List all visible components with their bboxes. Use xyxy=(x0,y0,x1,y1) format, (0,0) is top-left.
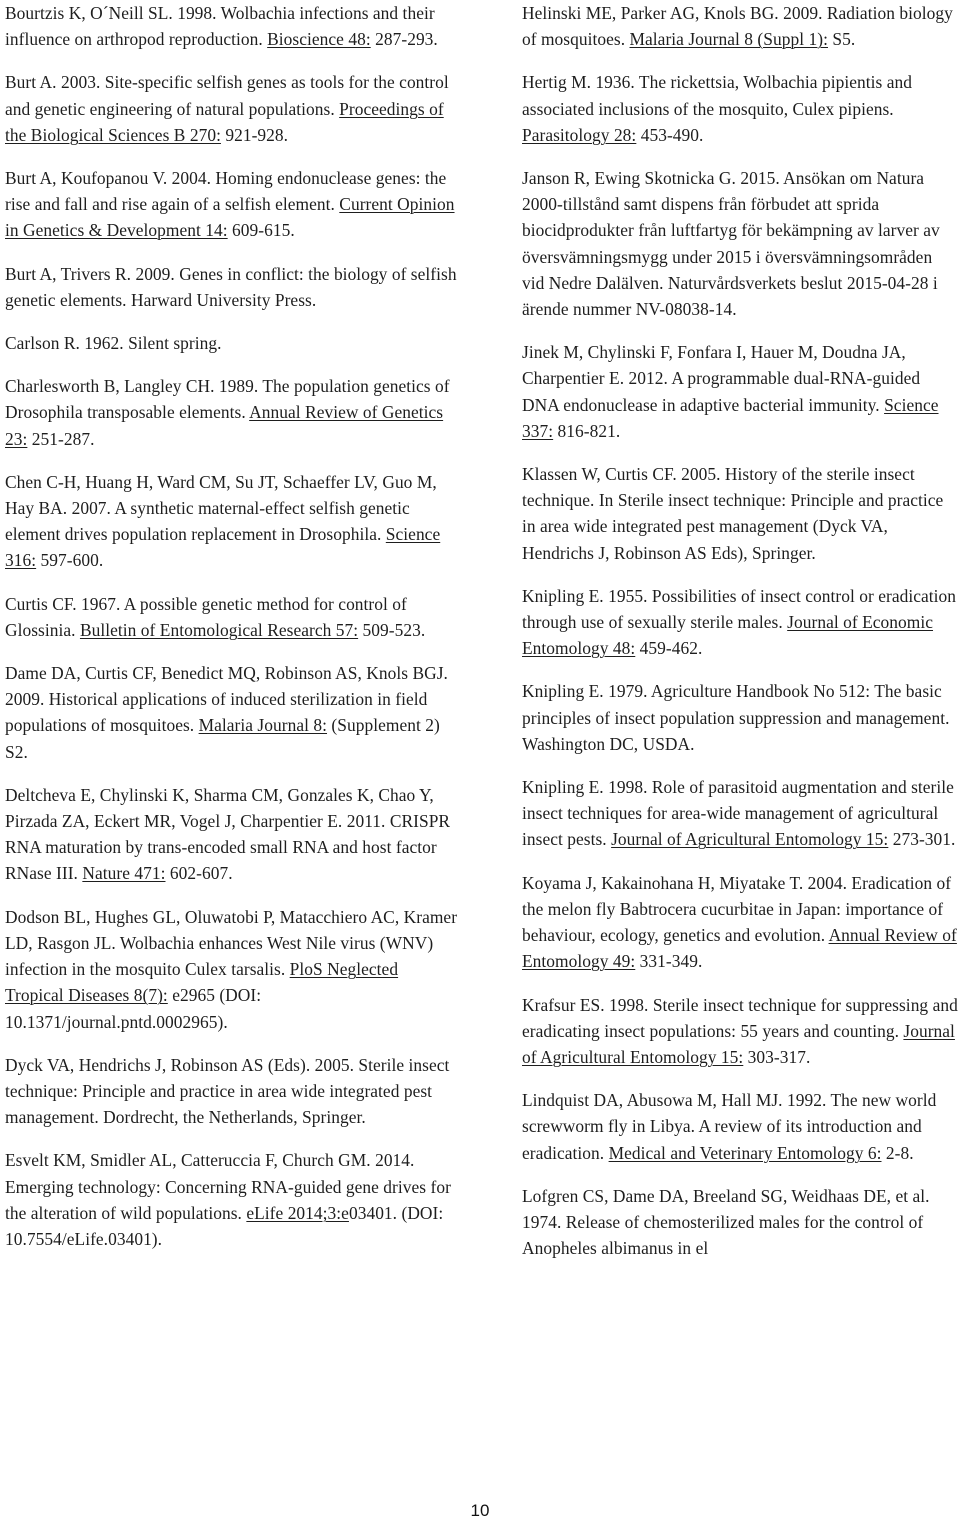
reference-text: Burt A, Trivers R. 2009. Genes in conflict: the biology of selfish genetic elements. Harward University Press. xyxy=(5,263,457,310)
reference-entry xyxy=(522,165,958,322)
reference-text: Deltcheva E, Chylinski K, Sharma CM, Gonzales K, Chao Y, Pirzada ZA, Eckert MR, Vogel J, Charpentier E. 2011. CRISPR RNA maturation by trans-encoded small RNA and host factor RNase III. xyxy=(5,784,451,884)
reference-entry xyxy=(5,591,460,643)
reference-entry xyxy=(522,583,958,662)
reference-text: Esvelt KM, Smidler AL, Catteruccia F, Church GM. 2014. Emerging technology: Concerning RNA-guided gene drives for the alteration of wild populations. xyxy=(5,1150,451,1223)
journal-link[interactable]: Journal of Economic Entomology 48: xyxy=(522,612,934,659)
reference-pages: S5. xyxy=(827,29,856,50)
reference-pages: 921-928. xyxy=(220,124,289,145)
reference-pages: 609-615. xyxy=(227,220,295,241)
journal-link[interactable]: Parasitology 28: xyxy=(522,124,637,145)
reference-entry xyxy=(5,165,460,244)
journal-link[interactable]: Bulletin of Entomological Research 57: xyxy=(79,619,359,640)
reference-entry xyxy=(5,330,460,356)
reference-pages: 251-287. xyxy=(27,428,95,449)
page-number: 10 xyxy=(470,1501,490,1520)
reference-entry xyxy=(522,678,958,757)
reference-entry xyxy=(522,339,958,444)
reference-text: Jinek M, Chylinski F, Fonfara I, Hauer M, Doudna JA, Charpentier E. 2012. A programmable dual-RNA-guided DNA endonuclease in adaptive bacterial immunity. xyxy=(522,342,921,415)
reference-text: Hertig M. 1936. The rickettsia, Wolbachia pipientis and associated inclusions of the mosquito, Culex pipiens. xyxy=(522,72,912,119)
reference-text: Burt A, Koufopanou V. 2004. Homing endonuclease genes: the rise and fall and rise again of a selfish element. xyxy=(5,168,447,215)
reference-text: Klassen W, Curtis CF. 2005. History of the sterile insect technique. In Sterile insect technique: Principle and practice in area wide integrated pest management (Dyck VA, Hendrichs J, Robinson AS Eds), Springer. xyxy=(522,464,944,563)
reference-pages: (Supplement 2) S2. xyxy=(5,715,440,762)
reference-text: Curtis CF. 1967. A possible genetic method for control of Glossinia. xyxy=(5,593,407,640)
reference-entry xyxy=(522,1087,958,1166)
journal-link[interactable]: Annual Review of Genetics 23: xyxy=(5,402,444,449)
reference-text: Knipling E. 1979. Agriculture Handbook No 512: The basic principles of insect population suppression and management. Washington DC, USDA. xyxy=(522,681,950,754)
reference-text: Lofgren CS, Dame DA, Breeland SG, Weidhaas DE, et al. 1974. Release of chemosterilized males for the control of Anopheles albimanus in el xyxy=(522,1185,930,1259)
reference-pages: e2965 (DOI: 10.1371/journal.pntd.0002965). xyxy=(5,985,262,1032)
reference-text: Knipling E. 1998. Role of parasitoid augmentation and sterile insect techniques for area-wide management of agricultural insect pests. xyxy=(522,777,954,850)
reference-entry xyxy=(5,469,460,574)
journal-link[interactable]: Malaria Journal 8 (Suppl 1): xyxy=(629,29,828,50)
reference-pages: 459-462. xyxy=(635,638,703,659)
journal-link[interactable]: Journal of Agricultural Entomology 15: xyxy=(611,829,889,850)
reference-pages: 816-821. xyxy=(553,420,621,441)
reference-entry xyxy=(522,870,958,975)
journal-link[interactable]: eLife 2014;3:e xyxy=(246,1202,349,1223)
reference-pages: 602-607. xyxy=(165,863,233,884)
journal-link[interactable]: Medical and Veterinary Entomology 6: xyxy=(608,1142,882,1163)
reference-entry xyxy=(522,69,958,148)
journal-link[interactable]: Proceedings of the Biological Sciences B 270: xyxy=(5,98,444,145)
reference-text: Burt A. 2003. Site-specific selfish genes as tools for the control and genetic engineering of natural populations. xyxy=(5,72,449,119)
reference-text: Lindquist DA, Abusowa M, Hall MJ. 1992. The new world screwworm fly in Libya. A review of its introduction and eradication. xyxy=(522,1090,937,1163)
reference-text: Chen C-H, Huang H, Ward CM, Su JT, Schaeffer LV, Guo M, Hay BA. 2007. A synthetic maternal-effect selfish genetic element drives population replacement in Drosophila. xyxy=(5,471,437,545)
reference-entry xyxy=(5,373,460,452)
journal-link[interactable]: Bioscience 48: xyxy=(267,29,371,50)
journal-link[interactable]: Science 316: xyxy=(5,524,441,571)
journal-link[interactable]: Current Opinion in Genetics & Development 14: xyxy=(5,194,455,241)
reference-entry xyxy=(522,0,958,52)
reference-text: Knipling E. 1955. Possibilities of insect control or eradication through use of sexually sterile males. xyxy=(522,585,957,633)
reference-entry xyxy=(5,1052,460,1131)
reference-entry xyxy=(522,774,958,853)
journal-link[interactable]: Annual Review of Entomology 49: xyxy=(522,925,957,972)
journal-link[interactable]: Science 337: xyxy=(522,394,939,441)
reference-text: Helinski ME, Parker AG, Knols BG. 2009. Radiation biology of mosquitoes. xyxy=(522,3,953,50)
reference-pages: 453-490. xyxy=(636,124,704,145)
reference-pages: 2-8. xyxy=(881,1142,914,1163)
reference-entry xyxy=(5,904,460,1035)
reference-text: Janson R, Ewing Skotnicka G. 2015. Ansökan om Natura 2000-tillstånd samt dispens från förbudet att sprida biocidprodukter från luftfartyg för bekämpning av larver av översvämningsmygg under 2015 i översvämningsområden vid Nedre Dalälven. Naturvårdsverkets beslut 2015-04-28 i ärende nummer NV-08038-14. xyxy=(522,168,940,320)
reference-entry xyxy=(5,1147,460,1252)
reference-entry xyxy=(5,0,460,52)
journal-link[interactable]: PloS Neglected Tropical Diseases 8(7): xyxy=(5,959,399,1006)
right-column xyxy=(522,0,958,1278)
journal-link[interactable]: Malaria Journal 8: xyxy=(198,715,328,736)
reference-pages: 597-600. xyxy=(36,550,104,571)
reference-pages: 509-523. xyxy=(358,619,426,640)
reference-pages: 03401. (DOI: 10.7554/eLife.03401). xyxy=(5,1202,444,1249)
reference-entry xyxy=(5,782,460,887)
reference-pages: 331-349. xyxy=(635,951,703,972)
reference-pages: 303-317. xyxy=(743,1046,811,1067)
reference-pages: 273-301. xyxy=(888,829,956,850)
reference-text: Dyck VA, Hendrichs J, Robinson AS (Eds). 2005. Sterile insect technique: Principle and practice in area wide integrated pest management. Dordrecht, the Netherlands, Springer. xyxy=(5,1054,450,1128)
reference-entry xyxy=(5,69,460,148)
reference-entry xyxy=(522,461,958,566)
reference-entry xyxy=(5,660,460,765)
reference-entry xyxy=(5,261,460,313)
reference-text: Charlesworth B, Langley CH. 1989. The population genetics of Drosophila transposable elements. xyxy=(5,376,450,423)
reference-text: Carlson R. 1962. Silent spring. xyxy=(5,333,222,354)
reference-entry xyxy=(522,1183,958,1262)
journal-link[interactable]: Nature 471: xyxy=(82,863,166,884)
reference-text: Krafsur ES. 1998. Sterile insect technique for suppressing and eradicating insect populations: 55 years and counting. xyxy=(522,994,958,1041)
journal-link[interactable]: Journal of Agricultural Entomology 15: xyxy=(522,1020,955,1067)
left-column xyxy=(5,0,460,1269)
reference-text: Dodson BL, Hughes GL, Oluwatobi P, Matacchiero AC, Kramer LD, Rasgon JL. Wolbachia enhances West Nile virus (WNV) infection in the mosquito Culex tarsalis. xyxy=(5,906,458,980)
reference-text: Bourtzis K, O´Neill SL. 1998. Wolbachia infections and their influence on arthropod reproduction. xyxy=(5,3,435,50)
reference-entry xyxy=(522,992,958,1071)
reference-pages: 287-293. xyxy=(370,29,438,50)
reference-text: Koyama J, Kakainohana H, Miyatake T. 2004. Eradication of the melon fly Babtrocera cucurbitae in Japan: importance of behaviour, ecology, genetics and evolution. xyxy=(522,872,952,946)
reference-text: Dame DA, Curtis CF, Benedict MQ, Robinson AS, Knols BGJ. 2009. Historical applications of induced sterilization in field populations of mosquitoes. xyxy=(5,663,448,736)
